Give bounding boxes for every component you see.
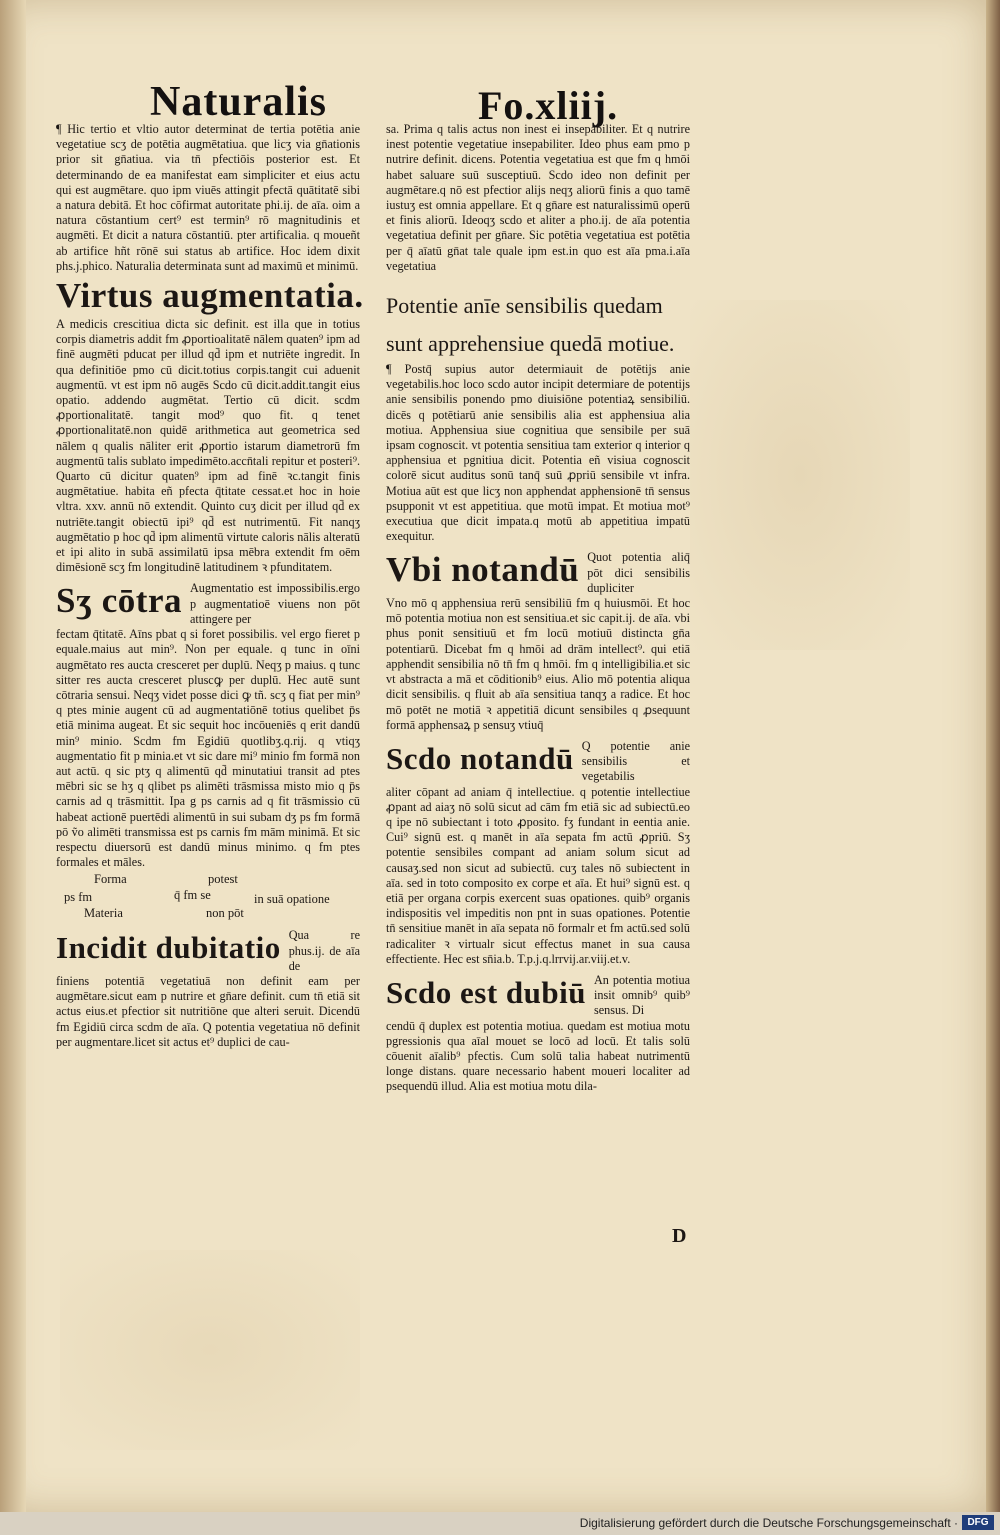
paragraph: Vno mō q apphensiua rerū sensibiliū fm q huiusmōi. Et hoc mō potentia motiua non est sensitiua.et sic capit.ij. de aīa. vbi phus ponit sensitiuū et fm locū motiuū distincta gn̄a potentiarū. Dicebat fm q hmōi ad drām intellect⁹. qui etiā apphendit sensibilia nō tn̄ fm q hmōi. fm q intelligibilia.et sic vt abstracta a mā et cōditionib⁹ eius. Alio mō potentia aliqua dicit sensibilis. q fluit ab aīa sensitiua tanqʒ a radice. Et hoc mō potēt ne motiā ꝛ appetitiā dicunt sensibiles q ꝓsequunt formā apphensaꝝ p sensuʒ vtiuq̄	[386, 596, 690, 732]
diagram-label: non pōt	[206, 906, 244, 921]
funding-credit: Digitalisierung gefördert durch die Deutsche Forschungsgemeinschaft ·	[579, 1516, 958, 1530]
rubric-heading: Scdo notandū	[386, 740, 574, 776]
rubric-gloss: Qua re phus.ij. de aīa de	[288, 928, 360, 973]
paragraph: sa. Prima q talis actus non inest ei insepabiliter. Et q nutrire inest potentie vegetatiue insepabiliter. Ideo phus eam pmo p nutrire definit. dicens. Potentia vegetatiua est que fm q hmōi habet saluare suū susceptiuū. Scdo ideo non definit per augmētare.q nō est pfectior alijs neqʒ aliorū finis a quo tamē iustuʒ est omnia appellare. Et q gn̄are est naturalissimū operū et finis aliorū. Ideoqʒ scdo et aliter a pho.ij. de aīa potentia vegetatiua definit per gn̄are. Sic potētia vegetatiua est potētia per q̄ aīatū gn̄at tale quale ipm est.in quo est aīa pma.i.aīa vegetatiua	[386, 122, 690, 273]
paragraph: ¶ Postq̄ supius autor determiauit de potētijs anie vegetabilis.hoc loco scdo autor incipit determiare de potentijs anie sensibilis ponendo pmo diuisiōne potentiaꝝ sensibiliū. dicēs q potētiarū anie sensibilis alia est apphensiua alia motiua. Apphensiua siue cognitiua que sensibile per suā ipsam cognoscit. vt potentia sensitiua tam exterior q interior q apphensiua et pgnitiua dicit. Potentia eñ visiua cognoscit colorē sicut auditus sonū tanq̄ suū ꝓpriū sensibile vt infra. Motiua aūt est que licʒ non apphendat apphensionē tn̄ sensus psupponit vt est appetitiua. que motū impat. Et motiua mot⁹ executiua que dicit impata.q motū ab appetitiua impatū exequitur.	[386, 362, 690, 544]
rubric-gloss: An potentia motiua insit omnib⁹ quib⁹ sensus. Di	[593, 972, 690, 1018]
rubric-heading: Virtus augmentatia.	[56, 276, 364, 316]
diagram-label: in suā opatione	[254, 892, 330, 907]
dfg-logo[interactable]: DFG	[962, 1515, 994, 1530]
signature-mark: D	[672, 1225, 687, 1247]
rubric-heading: Incidit dubitatio	[56, 930, 281, 966]
diagram-label: potest	[208, 872, 238, 887]
rubric-block	[386, 548, 690, 596]
diagram-label: Forma	[94, 872, 127, 887]
rubric-heading: Vbi notandū	[386, 550, 580, 590]
rubric-gloss: Q potentie anie sensibilis et vegetabilis	[581, 738, 690, 784]
paragraph: A medicis crescitiua dicta sic definit. est illa que in totius corpis diametris addit fm ꝓportioalitatē nālem quaten⁹ ipm ad finē augmēti pducat per illud qd̄ ipm et nutriēte ingredit. In qua definitiōe pmo cū dicit.totius corpis.tangit cui aduenit augmentū. vt est ipm nō augēs Scdo cū dicit.addit.tangit eius opatio. addendo augmētat. Tertio cū dicit. scdm ꝓportionalitatē. tangit mod⁹ quo fit. q tenet ꝓportionalitatē.non quidē arithmetica aut geometrica sed nālem q qualis nāliter erit ꝓportio istarum diametrorū fm augmentū talis sublato impedimēto.accn̄tali repitur et posteri⁹. Quarto cū dicitur quaten⁹ ipm ad finē ꝛc.tangit finis augmētatiue. habita eñ pfecta q̄titate cessat.et hoc in hoie vltra. xxv. annū nō extendit. Quinto cuʒ dicit per illud qd̄ ex nutriēte.tangit obiectū ipi⁹ qd̄ est nutrimentū. Fit nanqʒ augmētatio p hoc qd̄ ipm alimentū virtute caloris nālis alteratū et ipi alito in subā assimilatū ipsa mēbra extendit fm oēm dimēsionē scʒ fm longitudinē latitudinem ꝛ pfunditatem.	[56, 317, 360, 575]
paper-stain	[690, 300, 910, 650]
section-subheading: sunt apprehensiue quedā motiue.	[386, 331, 675, 357]
paragraph: cendū q̄ duplex est potentia motiua. quedam est motiua motu pgressionis qua aīal mouet se locō ad locū. Et talis solū cōuenit aīalib⁹ pfectis. Cum solū talia habeat nutrimentū longe distans. quare necessario habent moueri localiter ad psequendū illud. Alia est motiua motu dila-	[386, 1018, 690, 1094]
folio-number: Fo.xliij.	[478, 83, 619, 128]
page-edge	[986, 0, 1000, 1512]
left-column	[56, 122, 364, 1050]
rubric-heading: Sʒ cōtra	[56, 581, 182, 621]
rubric-block	[386, 971, 690, 1019]
paragraph: finiens potentiā vegetatiuā non definit eam per augmētare.sicut eam p nutrire et gn̄are definit. cum tn̄ etiā sit actus eius.et pfectior sit nutritiōne que alteri seruit. Dicendū fm Egidiū circa scdm de aīa. Q potentia vegetatiua nō definit per augmentare.licet sit actus et⁹ duplici de cau-	[56, 973, 360, 1049]
diagram-label: Materia	[84, 906, 123, 921]
rubric-heading: Scdo est dubiū	[386, 974, 586, 1010]
running-head: Naturalis	[150, 79, 327, 125]
diagram-label: q̄ fm se	[174, 888, 211, 903]
paragraph: aliter cōpant ad aniam q̄ intellectiue. q potentie intellectiue ꝓpant ad aiaʒ nō solū sicut ad cām fm etiā sic ad subiectū.eo q ipe nō subiectant i toto ꝓposito. fʒ fundant in eentia anie. Cui⁹ signū est. q manēt in aīa sepata fm actū ꝓpriū. Sʒ potentie sensibiles compant ad aniam solum sicut ad causaʒ.sed non sicut ad subiectū. cuʒ tales nō subiectent in aīa. sed in toto composito ex corpe et aīa. Et hui⁹ signū est. q etiā per organa corpis exercent suas opationes. quib⁹ organis indispositis vel impeditis non pnt in suas opationes. Potentie tn̄ sensitiue manēt in aīa sepata nō formalr et fm actū.sed solū radicaliter ꝛ virtualr sicut effectus manet in sua causa effectiente. Hec est sn̄ia.b. T.p.j.q.lrrvij.ar.viij.et.v.	[386, 784, 690, 966]
section-subheading: Potentie anīe sensibilis quedam	[386, 293, 663, 319]
diagram-label: ps fm	[64, 890, 93, 905]
page-gutter	[0, 0, 26, 1512]
paper-stain	[60, 1250, 360, 1450]
rubric-gloss: Quot potentia aliq̄ pōt dici sensibilis dupliciter	[587, 550, 690, 595]
paragraph: fectam q̄titatē. Aīns pbat q si foret possibilis. vel ergo fieret p equale.maius aut min⁹. Non per equale. q tunc in oīni augmētato res aucta cresceret per duplū. Neqʒ p maius. q tunc sitter res aucta cresceret pluscꝙ per duplū. Hec autē sunt cōtraria sensui. Neqʒ videt posse dici ꝙ tñ. scʒ q fiat per min⁹ q ptes minie augent cū ad augmentatiōnē totius quelibet p̄s etiā minima augeat. Et sic sequit hoc incōueniēs q erit dandū min⁹ minio. Scdm fm Egidiū quotlibʒ.q.rij. q vtiqʒ augmentatio fit p minia.et vt sic dare mi⁹ minio fm formā non aut actū. q sic ptʒ q alimentū qd̄ minutatiui transit ad ptes mēbri sic se hʒ q qlibet ps alimēti trāsmissa misto mio q p̄s carnis ad q trāsmittit. Ipa g ps carnis ad q fit trāsmissio cū habeat actionē puertēdi alimentū in sui subam dʒ ps fm formā pō ṽo alimēti transmissa est ps carnis fm mām minimā. Et sic respectu diuersorū est dandū minus minimo. q fm ptes formales et māles.	[56, 627, 360, 870]
rubric-block	[386, 737, 690, 785]
rubric-block	[56, 579, 360, 627]
paragraph: ¶ Hic tertio et vltio autor determinat de tertia potētia anie vegetatiue scʒ de potētia augmētatiua. que licʒ via gn̄ationis prior sit gn̄atiua. via tn̄ pfectiōis posterior est. Et determinando de ea manifestat eam simpliciter et eius actu qui est augmētare. quo ipm viuēs attingit pfectā quātitatē sibi a natura debitā. Et hoc cōfirmat autoritate phi.ij. de aīa. oim a natura cōstantium cert⁹ est termin⁹ rō magnitudinis et augmēti. Et dicit a natura cōstantiū. pter artificalia. q moueñt ab artifice hñt rōnē sui status ab artifice. Hoc idem dixit phs.j.phico. Naturalia determinata sunt ad maximū et minimū.	[56, 122, 360, 273]
right-column	[386, 122, 690, 1095]
rubric-block	[56, 926, 360, 974]
forma-materia-diagram	[56, 870, 360, 926]
rubric-gloss: Augmentatio est impossibilis.ergo p augmentatioē viuens non pōt attingere per	[190, 581, 360, 626]
